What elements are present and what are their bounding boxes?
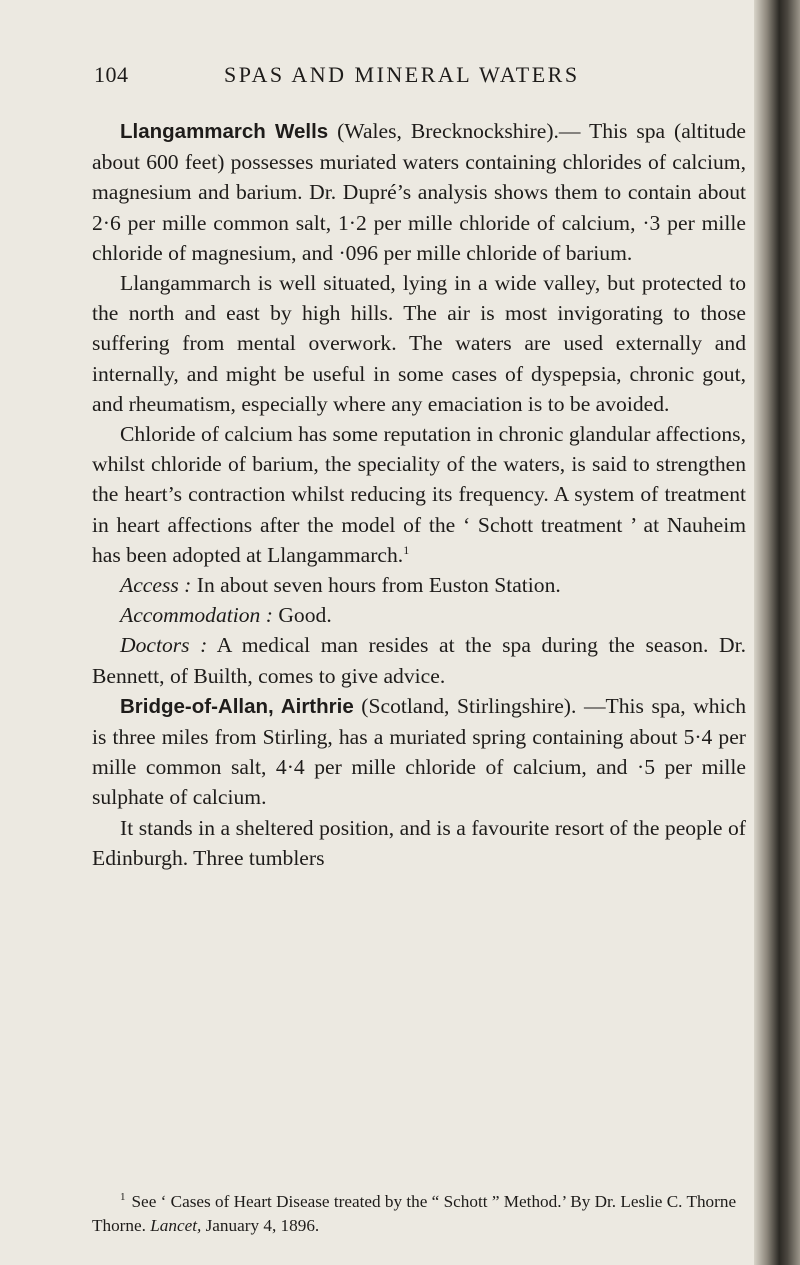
access-text: In about seven hours from Euston Station. xyxy=(196,573,561,598)
footnote-text-after: January 4, 1896. xyxy=(205,1216,320,1235)
entry-llangammarch-intro xyxy=(92,116,746,268)
access-line xyxy=(92,570,746,600)
paragraph-text: Llangammarch is well situated, lying in a wide valley, but protected to the north and east by high hills. The air is most invigorating to those suffering from mental overwork. The waters are used externally and internally, and might be useful in some cases of dyspepsia, chronic gout, and rheumatism, especially where any emaciation is to be avoided. xyxy=(92,271,746,416)
footnote xyxy=(92,1190,746,1238)
page-number: 104 xyxy=(94,62,129,87)
paragraph-text: It stands in a sheltered position, and is a favourite resort of the people of Edinburgh. Three tumblers xyxy=(92,815,746,870)
book-spine-shadow xyxy=(754,0,800,1265)
footnote-text-before: See ‘ Cases of Heart Disease treated by the “ Schott ” Method.’ By Dr. Leslie C. Thorne Thorne. xyxy=(92,1192,737,1235)
footnote-journal: Lancet, xyxy=(150,1216,202,1235)
page-body xyxy=(92,116,746,873)
paragraph-text: —This spa, which is three miles from Stirling, has a muriated spring containing about 5·4 per mille common salt, 4·4 per mille chloride of calcium, and ·5 per mille sulphate of calcium. xyxy=(92,693,746,810)
paragraph-text: This spa (altitude about 600 feet) possesses muriated waters containing chlorides of calcium, magnesium and barium. Dr. Dupré’s analysis shows them to contain about 2·6 per mille common salt, 1·2 per mille chloride of calcium, ·3 per mille chloride of magnesium, and ·096 per mille chloride of barium. xyxy=(92,119,746,265)
accommodation-label: Accommodation : xyxy=(120,603,273,628)
doctors-text: A medical man resides at the spa during the season. Dr. Bennett, of Builth, comes to give advice. xyxy=(92,633,746,688)
entry-bridge-of-allan-intro xyxy=(92,691,746,813)
doctors-label: Doctors : xyxy=(120,633,208,658)
footnote-mark: 1 xyxy=(120,1191,126,1204)
doctors-line xyxy=(92,630,746,690)
entry-heading-bridge-of-allan: Bridge-of-Allan, Airthrie xyxy=(120,694,354,718)
footnote-reference: 1 xyxy=(403,542,410,557)
access-label: Access : xyxy=(120,573,192,598)
page-header xyxy=(94,62,734,102)
paragraph xyxy=(92,268,746,419)
entry-heading-llangammarch: Llangammarch Wells xyxy=(120,120,329,143)
accommodation-text: Good. xyxy=(278,603,332,628)
paragraph-text: Chloride of calcium has some reputation in chronic glandular affections, whilst chloride of barium, the speciality of the waters, is said to strengthen the heart’s contraction whilst reducing its frequency. A system of treatment in heart affections after the model of the ‘ Schott treatment ’ at Nauheim has been adopted at Llangammarch. xyxy=(92,422,746,567)
entry-region-llangammarch: (Wales, Brecknockshire).— xyxy=(337,119,581,143)
entry-region-bridge-of-allan: (Scotland, Stirlingshire). xyxy=(361,693,577,718)
accommodation-line xyxy=(92,600,746,630)
footnote-text xyxy=(92,1190,746,1238)
paragraph xyxy=(92,419,746,570)
paragraph xyxy=(92,813,746,873)
running-title: SPAS AND MINERAL WATERS xyxy=(224,62,580,87)
